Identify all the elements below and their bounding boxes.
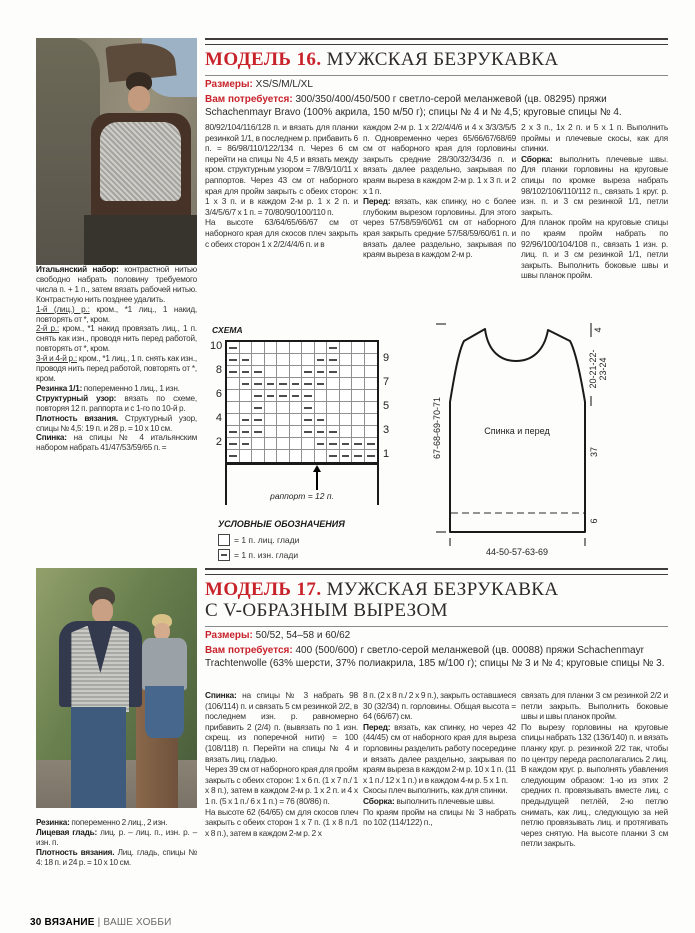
chart-cell (265, 438, 278, 450)
divider-double (205, 568, 668, 575)
sizes-value: 50/52, 54–58 и 60/62 (252, 630, 351, 641)
purl-mark (304, 419, 312, 421)
chart-cell (290, 390, 303, 402)
chart-row (227, 402, 377, 414)
purl-mark (354, 455, 362, 457)
chart-row-number (210, 448, 225, 460)
photo-father-face (92, 599, 113, 623)
materials-value: 400 (500/600) г светло-серой меланжевой (цв. 00088) пряжи Schachenmayr Trachtenwolle (63% шерсти, 37% полиакрила, 185 м/100 г); спицы № 3 и № 4; круговые спицы № 3. (205, 645, 665, 669)
schematic-neck-label: 4 (593, 327, 603, 333)
chart-cell (365, 354, 378, 366)
paragraph: Резинка 1/1: попеременно 1 лиц., 1 изн. (36, 383, 180, 393)
purl-mark (267, 395, 275, 397)
chart-row (227, 426, 377, 438)
chart-cell (365, 414, 378, 426)
model16-title-number: МОДЕЛЬ 16. (205, 49, 322, 70)
chart-cell (302, 342, 315, 354)
chart-legend (218, 519, 412, 561)
chart-cell (340, 342, 353, 354)
purl-mark (329, 455, 337, 457)
chart-row-numbers-left (210, 340, 225, 465)
chart-cell (290, 354, 303, 366)
chart-cell (277, 342, 290, 354)
purl-mark (329, 359, 337, 361)
paragraph: На высоте 63/64/65/66/67 см от наборного края для скосов плеч закрыть с обеих сторон 1 х 2/2/4/4/6 п. и в (205, 217, 358, 249)
chart-cell (227, 378, 240, 390)
model17-title-number: МОДЕЛЬ 17. (205, 579, 322, 600)
paragraph: Сборка: выполнить плечевые швы. (363, 795, 495, 806)
chart-cell (302, 426, 315, 438)
chart-cell (365, 342, 378, 354)
model17-column-1 (205, 690, 358, 838)
chart-cell (265, 402, 278, 414)
paragraph: Сборка: выполнить плечевые швы. Для планки горловины на круговые спицы по кромке выреза набрать 98/102/106/110/112 п., связать 1 круг. р. изн. п. и 3 см резинкой 1/1, петли закрыть. (521, 153, 668, 217)
chart-cell (352, 354, 365, 366)
purl-mark (254, 407, 262, 409)
rapport-arrow-icon (311, 467, 323, 491)
divider-thin (205, 75, 668, 76)
chart-row (227, 450, 377, 462)
chart-title: СХЕМА (212, 325, 243, 335)
purl-mark (279, 395, 287, 397)
chart-cell (315, 438, 328, 450)
chart-cell (277, 354, 290, 366)
purl-mark (304, 407, 312, 409)
chart-cell (315, 426, 328, 438)
model16-column-3 (521, 122, 668, 281)
purl-mark (229, 359, 237, 361)
chart-cell (315, 342, 328, 354)
chart-cell (352, 438, 365, 450)
paragraph: 80/92/104/116/128 п. и вязать для планки резинкой 1/1, в последнем р. прибавить 6 п. = 86/98/110/122/134 п. Через 6 см перейти на спицы № 4,5 и вязать между кром. структурным узором = 7/8/9/10/11 х раппортов. Через 43 см от наборного края для пройм закрыть с обеих сторон: 1 х 3 п. и в каждом 2-м р. 1 х 2 п. и 3/4/5/6/7 х 1 п. = 70/80/90/100/110 п. (205, 122, 358, 217)
schematic-rib-label: 6 (589, 518, 599, 524)
chart-cell (327, 402, 340, 414)
sizes-label: Размеры: (205, 630, 253, 641)
chart-cell (240, 426, 253, 438)
knit-chart-grid (225, 340, 379, 465)
chart-row-number: 4 (215, 412, 222, 424)
knit-stitch-icon (218, 534, 230, 546)
chart-row-number: 10 (210, 340, 223, 352)
purl-mark (242, 371, 250, 373)
chart-row-number (379, 364, 394, 376)
chart-cell (240, 342, 253, 354)
purl-mark (304, 395, 312, 397)
purl-mark (254, 371, 262, 373)
purl-mark (304, 431, 312, 433)
model17-materials (205, 644, 668, 670)
chart-cell (240, 354, 253, 366)
purl-mark (279, 383, 287, 385)
legend-item-purl (218, 549, 412, 561)
chart-cell (227, 450, 240, 462)
chart-cell (240, 402, 253, 414)
purl-mark (329, 443, 337, 445)
legend-title: УСЛОВНЫЕ ОБОЗНАЧЕНИЯ (218, 519, 345, 529)
chart-row-numbers-right (379, 340, 394, 465)
chart-row (227, 390, 377, 402)
chart-cell (365, 366, 378, 378)
paragraph: Структурный узор: вязать по схеме, повторяя 12 п. раппорта и с 1-го по 10-й р. (36, 393, 197, 413)
chart-cell (290, 366, 303, 378)
magazine-subtitle: | ВАШЕ ХОББИ (97, 917, 172, 928)
chart-row-number (210, 424, 225, 436)
purl-mark (304, 383, 312, 385)
paragraph: 2 х 3 п., 1х 2 п. и 5 х 1 п. Выполнить проймы и плечевые скосы, как для спинки. (521, 122, 668, 154)
chart-cell (302, 354, 315, 366)
chart-cell (227, 426, 240, 438)
chart-cell (315, 390, 328, 402)
chart-cell (277, 450, 290, 462)
chart-cell (327, 366, 340, 378)
purl-stitch-icon (218, 549, 230, 561)
chart-cell (352, 378, 365, 390)
model17-left-column (36, 818, 197, 868)
chart-cell (327, 390, 340, 402)
magazine-brand: ВЯЗАНИЕ (44, 917, 95, 928)
chart-row-number: 7 (383, 376, 390, 388)
chart-row (227, 366, 377, 378)
chart-cell (227, 366, 240, 378)
materials-label: Вам потребуется: (205, 94, 293, 105)
chart-cell (265, 354, 278, 366)
chart-cell (352, 342, 365, 354)
page-number: 30 (30, 917, 42, 928)
legend-item-knit (218, 534, 412, 546)
chart-cell (277, 438, 290, 450)
chart-cell (290, 426, 303, 438)
chart-row-number (210, 352, 225, 364)
chart-cell (265, 342, 278, 354)
purl-mark (342, 455, 350, 457)
model17-sizes (205, 629, 668, 642)
chart-cell (240, 366, 253, 378)
chart-cell (290, 414, 303, 426)
chart-cell (327, 426, 340, 438)
chart-cell (365, 450, 378, 462)
purl-mark (242, 383, 250, 385)
chart-cell (265, 390, 278, 402)
chart-cell (227, 390, 240, 402)
chart-cell (252, 414, 265, 426)
purl-mark (354, 443, 362, 445)
chart-cell (290, 402, 303, 414)
chart-cell (352, 402, 365, 414)
sizes-value: XS/S/M/L/XL (252, 79, 313, 90)
purl-mark (229, 455, 237, 457)
model17-header (205, 568, 668, 670)
chart-cell (352, 450, 365, 462)
chart-cell (327, 438, 340, 450)
chart-cell (252, 378, 265, 390)
chart-cell (227, 354, 240, 366)
purl-mark (317, 383, 325, 385)
purl-mark (242, 359, 250, 361)
chart-cell (227, 402, 240, 414)
purl-mark (342, 443, 350, 445)
chart-cell (327, 414, 340, 426)
schematic-armhole-label-1: 20-21-22- (588, 349, 598, 389)
purl-mark (367, 443, 376, 445)
legend-label: = 1 п. изн. глади (234, 550, 299, 560)
chart-cell (290, 378, 303, 390)
photo-boy-cardigan (142, 638, 187, 691)
chart-row (227, 414, 377, 426)
chart-cell (240, 450, 253, 462)
chart-cell (252, 354, 265, 366)
chart-row-number (379, 436, 394, 448)
chart-cell (240, 390, 253, 402)
chart-cell (227, 414, 240, 426)
chart-row-number (210, 376, 225, 388)
materials-value: 300/350/400/450/500 г светло-серой меланжевой (цв. 08295) пряжи Schachenmayr Bravo (100% акрила, 150 м/50 г); спицы № 4 и № 4,5; круговые спицы № 4. (205, 94, 622, 118)
chart-cell (277, 414, 290, 426)
chart-cell (327, 378, 340, 390)
schematic-width-label: 44-50-57-63-69 (485, 547, 549, 557)
paragraph: Плотность вязания. Лиц. гладь, спицы № 4: 18 п. и 24 р. = 10 х 10 см. (36, 847, 197, 867)
chart-cell (252, 342, 265, 354)
purl-mark (229, 347, 237, 349)
model17-title-text: МУЖСКАЯ БЕЗРУКАВКА (321, 579, 559, 600)
chart-cell (252, 402, 265, 414)
chart-row-number: 5 (383, 400, 390, 412)
purl-mark (329, 431, 337, 433)
paragraph: Через 39 см от наборного края для пройм закрыть с обеих сторон: 1 х 6 п. (1 х 7 п./ 1 х 8 п.), затем в каждом 2-м р. 1 х 2 п. и 4 х 1 п. (5 х 1 п./ 6 х 1 п.) = 76 (80/86) п. (205, 764, 358, 806)
model17-photo (36, 568, 197, 808)
paragraph: Итальянский набор: контрастной нитью свободно набрать половину требуемого числа п. + 1 п., затем вязать рабочей нитью. Контрастную нить позднее удалить. (36, 265, 197, 304)
chart-row-number (379, 340, 394, 352)
photo-father-jeans (71, 707, 126, 808)
chart-row-number: 6 (215, 388, 222, 400)
chart-cell (365, 426, 378, 438)
chart-cell (227, 438, 240, 450)
chart-cell (302, 438, 315, 450)
chart-cell (290, 342, 303, 354)
purl-mark (317, 359, 325, 361)
chart-cell (277, 366, 290, 378)
chart-cell (315, 354, 328, 366)
chart-cell (265, 378, 278, 390)
paragraph: По краям пройм на спицы № 3 набрать по 102 (114/122) п., (363, 806, 516, 828)
chart-cell (340, 354, 353, 366)
chart-row (227, 342, 377, 354)
paragraph: 8 п. (2 х 8 п./ 2 х 9 п.), закрыть оставшиеся 30 (32/34) п. горловины. Общая высота = 64 (66/67) см. (363, 690, 516, 722)
paragraph: 2-й р.: кром., *1 накид провязать лиц., 1 п. снять как изн., проводя нить перед работой, повторять от *, кром. (36, 324, 197, 354)
chart-cell (290, 438, 303, 450)
paragraph: Плотность вязания. Структурный узор, спицы № 4,5: 19 п. и 28 р. = 10 х 10 см. (36, 413, 197, 433)
chart-cell (277, 426, 290, 438)
photo-man-face (128, 86, 150, 111)
chart-cell (365, 402, 378, 414)
materials-label: Вам потребуется: (205, 645, 293, 656)
schematic-body-label: 37 (589, 446, 599, 458)
paragraph: 3-й и 4-й р.: кром., *1 лиц., 1 п. снять как изн., проводя нить перед работой, повторять от *, кром. (36, 354, 197, 383)
purl-mark (242, 443, 250, 445)
divider-double (205, 38, 668, 45)
vest-schematic (424, 312, 692, 564)
chart-row (227, 378, 377, 390)
chart-rapport-zone (225, 465, 379, 505)
model17-column-3 (521, 690, 668, 849)
purl-mark (317, 443, 325, 445)
chart-row (227, 354, 377, 366)
chart-cell (302, 414, 315, 426)
chart-cell (277, 378, 290, 390)
chart-cell (265, 366, 278, 378)
chart-cell (340, 402, 353, 414)
schematic-armhole-label-2: 23-24 (598, 357, 608, 381)
model16-column-2 (363, 122, 516, 260)
chart-row-number: 1 (383, 448, 390, 460)
chart-cell (315, 414, 328, 426)
chart-cell (240, 378, 253, 390)
paragraph: Скосы плеч выполнить, как для спинки. (363, 785, 508, 796)
chart-row-number (210, 400, 225, 412)
purl-mark (254, 431, 262, 433)
chart-cell (277, 390, 290, 402)
model16-photo (36, 38, 197, 265)
schematic-part-label: Спинка и перед (484, 426, 550, 436)
chart-cell (302, 390, 315, 402)
chart-cell (365, 378, 378, 390)
purl-mark (292, 395, 300, 397)
chart-cell (265, 450, 278, 462)
purl-mark (317, 419, 325, 421)
chart-cell (352, 414, 365, 426)
purl-mark (254, 419, 262, 421)
chart-cell (352, 390, 365, 402)
model16-materials (205, 93, 668, 119)
paragraph: Для планок пройм на круговые спицы по краям пройм набрать по 92/96/100/104/108 п., связать 1 изн. р. лиц. п. и 3 см резинкой 1/1, петли закрыть. Выполнить боковые швы и швы планок пройм. (521, 217, 668, 281)
purl-mark (254, 395, 262, 397)
chart-cell (252, 450, 265, 462)
chart-cell (240, 414, 253, 426)
chart-cell (265, 414, 278, 426)
model17-title-line2: С V-ОБРАЗНЫМ ВЫРЕЗОМ (205, 600, 448, 621)
chart-cell (365, 390, 378, 402)
chart-cell (340, 426, 353, 438)
chart-row (227, 438, 377, 450)
chart-cell (252, 426, 265, 438)
model16-left-column (36, 265, 197, 453)
chart-cell (240, 438, 253, 450)
chart-cell (315, 450, 328, 462)
paragraph: связать для планки 3 см резинкой 2/2 и петли закрыть. Выполнить боковые швы и швы планок пройм. (521, 690, 668, 722)
chart-cell (252, 390, 265, 402)
paragraph: 1-й (лиц.) р.: кром., *1 лиц., 1 накид, повторять от *, кром. (36, 304, 197, 324)
page-footer (30, 917, 171, 928)
chart-cell (302, 450, 315, 462)
model16-header (205, 38, 668, 119)
chart-cell (302, 378, 315, 390)
chart-cell (315, 366, 328, 378)
paragraph: Перед: вязать, как спинку, но с более глубоким вырезом горловины. Для этого через 57/58/59/60/61 см от наборного края закрыть средние 57/58/59/60/61 п. и вязать далее раздельно, закрывая по краям выреза в каждом 2-м р. (363, 196, 516, 260)
purl-mark (304, 371, 312, 373)
model16-title (205, 49, 668, 70)
chart-cell (302, 402, 315, 414)
paragraph: На высоте 62 (64/65) см для скосов плеч закрыть с обеих сторон 1 х 7 п. (1 х 8 п./1 х 8 п.), затем в каждом 2-м р. 2 х (205, 806, 358, 838)
purl-mark (229, 371, 237, 373)
model17-column-2 (363, 690, 516, 828)
chart-row-number: 8 (215, 364, 222, 376)
purl-mark (317, 431, 325, 433)
chart-row-number (379, 388, 394, 400)
model17-title (205, 579, 668, 621)
purl-mark (229, 443, 237, 445)
paragraph: Лицевая гладь: лиц. р. – лиц. п., изн. р. – изн. п. (36, 827, 197, 847)
model16-sizes (205, 78, 668, 91)
chart-cell (340, 390, 353, 402)
photo-man-trousers (84, 215, 197, 265)
chart-cell (352, 366, 365, 378)
knitting-chart (210, 325, 412, 561)
photo-boy-jeans (145, 686, 184, 739)
paragraph: Перед: вязать, как спинку, но через 42 (44/45) см от наборного края для выреза горловины разделить работу посередине и вязать далее раздельно, закрывая по краям выреза в каждом 2-м р. 10 х 1 п. (11 х 1 п./ 12 х 1 п.) и в каждом 4-м р. 5 х 1 п. (363, 721, 516, 785)
purl-mark (317, 371, 325, 373)
legend-label: = 1 п. лиц. глади (234, 535, 300, 545)
purl-mark (229, 431, 237, 433)
chart-cell (327, 354, 340, 366)
chart-cell (315, 402, 328, 414)
chart-cell (352, 426, 365, 438)
purl-mark (242, 419, 250, 421)
chart-row-number: 9 (383, 352, 390, 364)
chart-cell (265, 426, 278, 438)
chart-cell (302, 366, 315, 378)
schematic-height-label: 67-68-69-70-71 (432, 396, 442, 460)
purl-mark (292, 383, 300, 385)
chart-cell (252, 366, 265, 378)
chart-cell (340, 450, 353, 462)
purl-mark (267, 383, 275, 385)
paragraph: По вырезу горловины на круговые спицы набрать 132 (136/140) п. и вязать планку круг. р. резинкой 2/2 так, чтобы по центру переда располагались 2 лиц. В каждом круг. р. выполнять убавления следующим образом: 1-ю из этих 2 средних п. провязывать вместе лиц. с предыдущей петлёй, 2-ю петлю снимать, как лиц., следующую за ней петлю провязывать лиц. и протягивать через снятую. На высоте планки 3 см петли закрыть. (521, 721, 668, 849)
paragraph: Спинка: на спицы № 4 итальянским набором набрать 41/47/53/59/65 п. = (36, 433, 197, 453)
chart-cell (227, 342, 240, 354)
chart-cell (252, 438, 265, 450)
photo-man-vest (100, 122, 181, 201)
chart-row-number (379, 412, 394, 424)
chart-cell (365, 438, 378, 450)
model16-title-text: МУЖСКАЯ БЕЗРУКАВКА (321, 49, 559, 70)
chart-cell (290, 450, 303, 462)
chart-row-number: 3 (383, 424, 390, 436)
paragraph: Спинка: на спицы № 3 набрать 98 (106/114) п. и связать 5 см резинкой 2/2, в последнем изн. р. равномерно прибавить 2 (2/4) п. (вывязать по 1 изн. скрещ. из поперечной нити) = 100 (108/118) п. Перейти на спицы № 4 и вязать лиц. гладью. (205, 690, 358, 764)
chart-cell (315, 378, 328, 390)
purl-mark (242, 431, 250, 433)
chart-cell (327, 342, 340, 354)
chart-cell (277, 402, 290, 414)
divider-thin (205, 626, 668, 627)
paragraph: Резинка: попеременно 2 лиц., 2 изн. (36, 818, 168, 827)
purl-mark (367, 455, 376, 457)
sizes-label: Размеры: (205, 79, 253, 90)
purl-mark (329, 347, 337, 349)
purl-mark (329, 371, 337, 373)
chart-cell (340, 414, 353, 426)
knit-chart-wrap (210, 340, 412, 465)
chart-cell (340, 438, 353, 450)
rapport-label: раппорт = 12 п. (270, 491, 334, 501)
chart-cell (327, 450, 340, 462)
purl-mark (254, 383, 262, 385)
chart-cell (340, 378, 353, 390)
chart-cell (340, 366, 353, 378)
paragraph: каждом 2-м р. 1 х 2/2/4/4/6 и 4 х 3/3/3/5/5 п. Одновременно через 65/66/67/68/69 см от наборного края для горловины закрыть средние 28/30/32/34/36 п. и вязать далее раздельно, закрывая по краям выреза в каждом 2-м р. 1 х 3 п. и 2 х 1 п. (363, 122, 516, 196)
chart-row-number: 2 (215, 436, 222, 448)
model16-column-1 (205, 122, 358, 249)
